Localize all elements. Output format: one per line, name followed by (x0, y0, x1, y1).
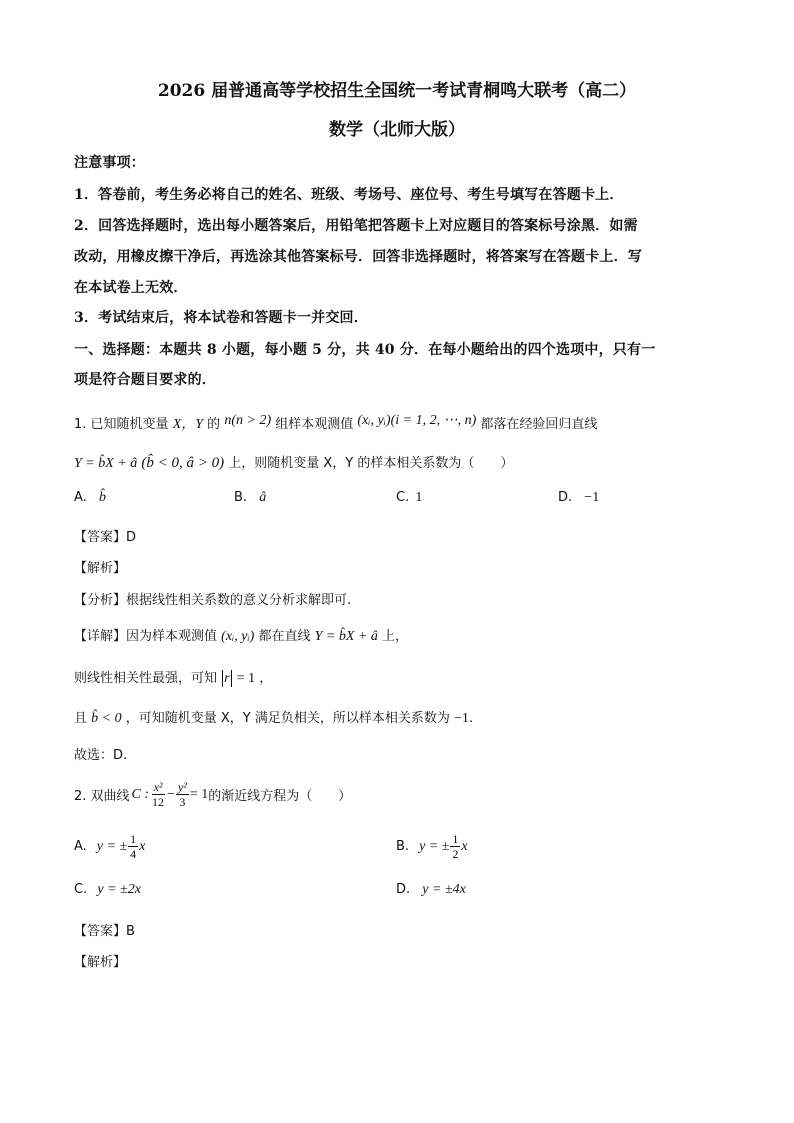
q1-text-a: 1. 已知随机变量 (74, 417, 169, 432)
question-2-line (74, 780, 351, 809)
option-pre: y = ± (96, 838, 128, 854)
q1-n-condition: n(n > 2) (224, 413, 272, 428)
r-equation: = 1 (236, 671, 256, 686)
q1-text-e: 上，则随机变量 X，Y 的样本相关系数为（ ） (228, 456, 514, 471)
q2-option-a[interactable] (74, 832, 145, 861)
option-label: B. (396, 839, 410, 854)
question-1-line-2 (74, 452, 513, 472)
option-label: A. (74, 490, 87, 505)
q2-fraction-2 (176, 780, 189, 809)
option-label: C. (396, 490, 410, 505)
q2-answer: 【答案】B (74, 924, 135, 939)
detail-text-a: 【详解】因为样本观测值 (74, 629, 218, 644)
detail-text-f: 且 (74, 711, 88, 726)
q2-jiexi: 【解析】 (74, 955, 127, 970)
q1-jiexi: 【解析】 (74, 561, 127, 576)
q1-coef-condition: (b̂ < 0, â > 0) (141, 455, 225, 471)
option-pre: y = ± (419, 838, 450, 854)
notice-item-2-line-1: 2．回答选择题时，选出每小题答案后，用铅笔把答题卡上对应题目的答案标号涂黑．如需 (74, 218, 638, 234)
option-fraction (128, 832, 138, 861)
q1-answer: 【答案】D (74, 530, 137, 545)
q1-conclusion: 故选：D. (74, 748, 128, 763)
notice-item-1: 1．答卷前，考生务必将自己的姓名、班级、考场号、座位号、考生号填写在答题卡上． (74, 187, 624, 203)
q1-analysis: 【分析】根据线性相关系数的意义分析求解即可. (74, 593, 352, 608)
q2-eq-one: = 1 (189, 786, 209, 802)
option-label: D. (396, 882, 411, 897)
q2-option-b[interactable] (396, 832, 468, 861)
notice-item-2-line-3: 在本试卷上无效． (74, 280, 188, 296)
abs-bar-left (222, 670, 223, 687)
notice-item-2-line-2: 改动，用橡皮擦干净后，再选涂其他答案标号．回答非选择题时，将答案写在答题卡上．写 (74, 249, 642, 265)
option-label: D. (558, 490, 573, 505)
notice-heading: 注意事项： (74, 155, 145, 171)
option-text: b̂ (98, 490, 106, 505)
q1-text-c: 组样本观测值 (275, 417, 354, 432)
detail-text-e: ， (259, 671, 273, 686)
detail-points: (xᵢ, yᵢ) (221, 629, 255, 644)
option-post: x (139, 838, 146, 854)
question-1-line-1 (74, 412, 597, 433)
abs-bar-right (231, 670, 232, 687)
exam-subtitle: 数学（北师大版） (329, 120, 465, 140)
fraction-denominator: 4 (130, 847, 137, 861)
option-label: A. (74, 839, 87, 854)
b-condition: b̂ < 0 (91, 711, 122, 726)
fraction-numerator: 1 (130, 832, 137, 846)
frac2-numerator: y² (177, 780, 187, 794)
q1-line-equation: Y = b̂X + â (74, 456, 138, 471)
q1-detail-line-1 (74, 625, 408, 645)
q2-option-c[interactable] (74, 882, 141, 898)
option-label: B. (234, 490, 248, 505)
section-heading-line-2: 项是符合题目要求的． (74, 372, 216, 388)
detail-text-h: . (468, 711, 474, 726)
exam-title: 2026 届普通高等学校招生全国统一考试青桐鸣大联考（高二） (157, 81, 637, 101)
detail-text-g: ，可知随机变量 X，Y 满足负相关，所以样本相关系数为 (125, 711, 450, 726)
corr-value: −1 (454, 711, 469, 726)
fraction-denominator: 2 (452, 847, 459, 861)
detail-equation: Y = b̂X + â (314, 629, 378, 644)
q2-text-a: 2. 双曲线 (74, 789, 130, 804)
q1-option-a[interactable] (74, 490, 106, 506)
detail-text-d: 则线性相关性最强，可知 (74, 671, 218, 686)
option-text: y = ±2x (97, 882, 141, 897)
detail-text-b: 都在直线 (258, 629, 311, 644)
q1-option-d[interactable] (558, 490, 599, 506)
q1-detail-line-2 (74, 667, 272, 687)
frac2-denominator: 3 (179, 795, 186, 809)
section-heading-line-1: 一、选择题：本题共 8 小题，每小题 5 分，共 40 分．在每小题给出的四个选项中，只有一 (74, 342, 656, 358)
q2-fraction-1 (150, 780, 166, 809)
q1-text-d: 都落在经验回归直线 (480, 417, 598, 432)
detail-text-c: 上， (382, 629, 409, 644)
option-text: 1 (415, 490, 423, 505)
q1-option-c[interactable] (396, 490, 422, 506)
q2-minus: − (167, 786, 175, 802)
q1-option-b[interactable] (234, 490, 266, 506)
frac1-denominator: 12 (152, 795, 165, 809)
q2-text-b: 的渐近线方程为（ ） (208, 789, 352, 804)
notice-item-3: 3．考试结束后，将本试卷和答题卡一并交回． (74, 310, 368, 326)
q2-option-d[interactable] (396, 882, 466, 898)
r-symbol: r (224, 671, 230, 686)
option-text: −1 (584, 490, 600, 505)
frac1-numerator: x² (153, 780, 163, 794)
fraction-numerator: 1 (452, 832, 459, 846)
q1-detail-line-3 (74, 707, 473, 727)
q1-vars: X，Y (172, 417, 204, 432)
option-label: C. (74, 882, 88, 897)
option-text: y = ±4x (422, 882, 466, 897)
option-text: â (259, 490, 267, 505)
q1-points: (xᵢ, yᵢ)(i = 1, 2, ⋯, n) (357, 413, 477, 428)
q1-text-b: 的 (207, 417, 221, 432)
option-post: x (461, 838, 468, 854)
option-fraction (450, 832, 460, 861)
q2-c-label: C : (131, 786, 150, 802)
